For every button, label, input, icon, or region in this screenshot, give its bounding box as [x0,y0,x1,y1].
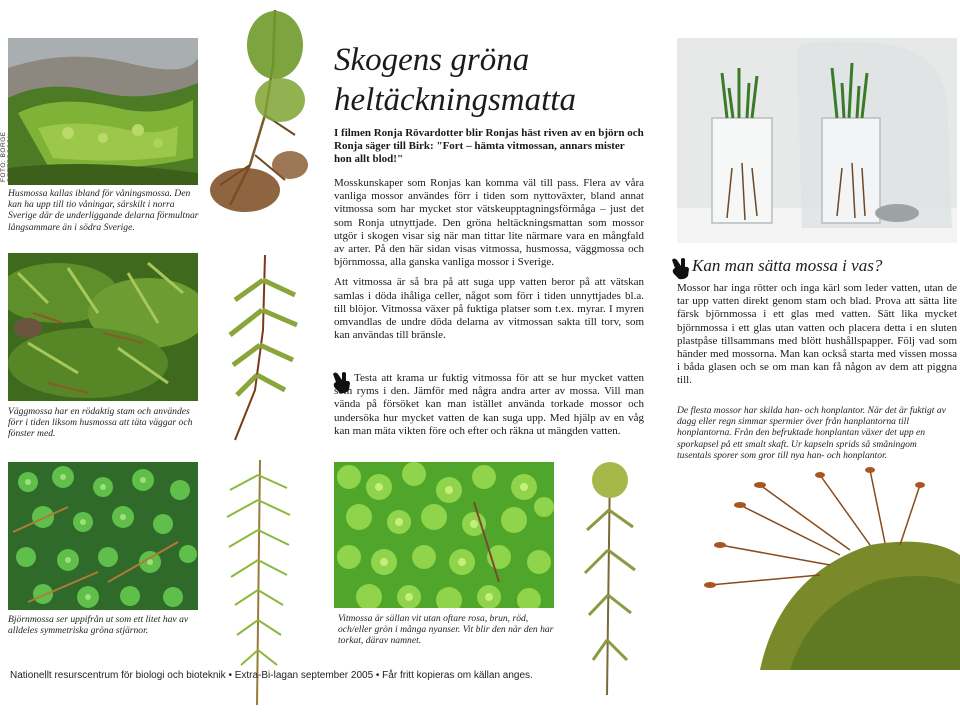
body-paragraph-1: Mosskunskaper som Ronjas kan komma väl till pass. Flera av våra vanliga mossor användes förr i tiden som nyttoväxter, bland annat vitmossa som har mycket stor vätskeupptagningsförmåga – just det som Ronja utnyttjade. Den gröna heltäckningsmattan som mossor utgör i skogen visar sig när man tittar lite närmare vara en mångfald av arter. På den här sidan visas vitmossa, husmossa, väggmossa och björnmossa, alla ganska vanliga mossor i Sverige. [334,177,644,269]
vaggmossa-caption: Väggmossa har en rödaktig stam och användes förr i tiden liksom husmossa att täta väggar och fönster med. [8,406,193,440]
sporkapsel-photo [700,465,960,670]
vitmossa-specimen [575,455,645,700]
page-footer: Nationellt resurscentrum för biologi och bioteknik • Extra-Bi-lagan september 2005 • Får fritt kopieras om källan anges. [10,670,533,681]
hand-pointing-icon [669,256,691,280]
moss-in-glasses-photo [677,38,957,243]
vase-text: Mossor har inga rötter och inga kärl som leder vatten, utan de tar upp vatten direkt genom stam och blad. Prova att sätta lite färsk björnmossa i ett glas med vatten. Sätt lika mycket björnmossa i ett glas utan vatten och placera detta i en sluten plastpåse tillsammans med blött hushållspapper. Följ vad som händer med mossorna. Man kan också starta med vissen mossa i båda glasen och se om man kan få någon av dem att piggna till. [677,282,957,387]
bjornmossa-caption: Björnmossa ser uppifrån ut som ett litet hav av alldeles symmetriska gröna stjärnor. [8,614,189,637]
vaggmossa-specimen [215,250,310,450]
husmossa-caption: Husmossa kallas ibland för våningsmossa. Den kan ha upp till tio våningar, särskilt i norra Sverige där de underliggande delarna förmultnar långsammare än i södra Sverige. [8,188,199,233]
husmossa-photo [8,38,198,185]
bjornmossa-photo [8,462,198,610]
han-hon-caption: De flesta mossor har skilda han- och honplantor. När det är fuktigt av dagg eller regn simmar spermier över från hanplantorna till honplantorna. Från den befruktade honplantan växer det upp en sporkapsel på ett smalt skaft. Ur kapseln sprids så småningom tusentals sporer som gror till nya han- och honplantor. [677,405,946,461]
husmossa-specimen [205,5,315,245]
vitmossa-photo [334,462,554,608]
page-title: Skogens gröna heltäckningsmatta [334,42,576,118]
vitmossa-caption: Vitmossa är sällan vit utan oftare rosa, brun, röd, och/eller grön i många nyanser. Vit blir den när den har torkat, därav namnet. [338,613,554,647]
vase-heading: Kan man sätta mossa i vas? [692,256,883,275]
lead-paragraph: I filmen Ronja Rövardotter blir Ronjas häst riven av en björn och Ronja säger till Birk: "Fort – hämta vitmossan, annars mister hon allt blod!" [334,127,644,166]
experiment-text: Testa att krama ur fuktig vitmossa för att se hur mycket vatten som ryms i den. Jämför med några andra arter av mossa. Vill man vända på försöket kan man istället använda torkade mossor och undersöka hur mycket vatten de kan suga upp. Med hjälp av en våg kan man mäta vikten före och efter och räkna ut mängden vatten. [334,372,644,437]
photo-credit: FOTO: BÖRGE [0,131,7,182]
vaggmossa-photo [8,253,198,401]
body-paragraph-2: Att vitmossa är så bra på att suga upp vatten beror på att vätskan samlas i döda ihåliga celler, något som förr i tiden unnyttjades bl.a. till blöjor. Vitmossa växer på fuktiga platser som t.ex. myrar. I myren omvandlas de undre döda delarna av vitmossan sakta till torv, som kan användas till bränsle. [334,276,644,342]
article-body [334,177,644,349]
